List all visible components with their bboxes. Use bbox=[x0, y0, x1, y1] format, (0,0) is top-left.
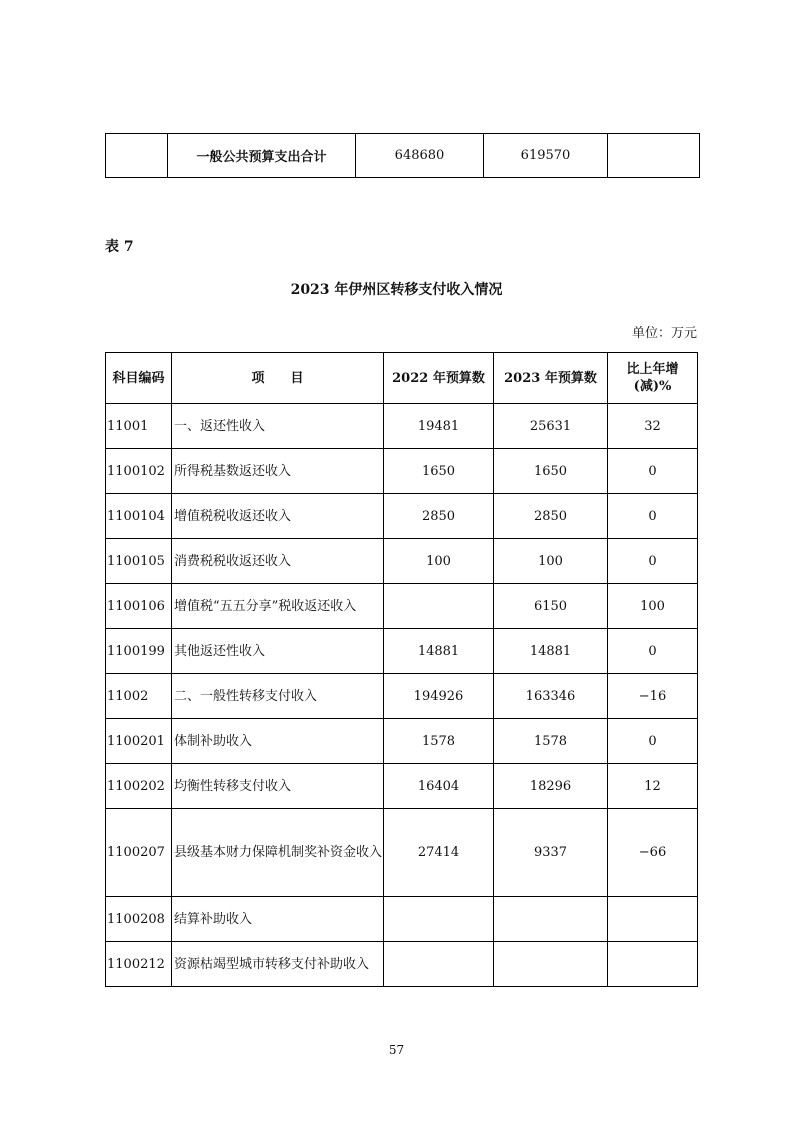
row-2022 bbox=[384, 584, 494, 629]
row-2022: 1650 bbox=[384, 449, 494, 494]
row-2023: 18296 bbox=[494, 764, 608, 809]
table-row bbox=[106, 764, 698, 809]
row-code: 1100208 bbox=[106, 897, 172, 942]
row-item: 其他返还性收入 bbox=[172, 629, 384, 674]
row-item: 增值税“五五分享”税收返还收入 bbox=[172, 584, 384, 629]
row-item: 结算补助收入 bbox=[172, 897, 384, 942]
table-row bbox=[106, 674, 698, 719]
row-2022: 2850 bbox=[384, 494, 494, 539]
row-change bbox=[608, 942, 698, 987]
header-change: 比上年增(减)% bbox=[608, 353, 698, 404]
row-change: −66 bbox=[608, 809, 698, 897]
row-code: 1100105 bbox=[106, 539, 172, 584]
table-row bbox=[106, 629, 698, 674]
row-item: 二、一般性转移支付收入 bbox=[172, 674, 384, 719]
row-2023: 2850 bbox=[494, 494, 608, 539]
row-2022 bbox=[384, 897, 494, 942]
unit-label: 单位：万元 bbox=[631, 326, 697, 341]
row-2022 bbox=[384, 942, 494, 987]
table-row bbox=[106, 897, 698, 942]
row-item: 一、返还性收入 bbox=[172, 404, 384, 449]
summary-table bbox=[105, 133, 700, 178]
table-label: 表 7 bbox=[105, 239, 134, 255]
row-code: 11001 bbox=[106, 404, 172, 449]
row-2022: 14881 bbox=[384, 629, 494, 674]
table-row bbox=[106, 719, 698, 764]
table-row bbox=[106, 942, 698, 987]
row-item: 体制补助收入 bbox=[172, 719, 384, 764]
row-2023: 6150 bbox=[494, 584, 608, 629]
row-2023 bbox=[494, 942, 608, 987]
row-change: 32 bbox=[608, 404, 698, 449]
row-2022: 194926 bbox=[384, 674, 494, 719]
summary-2023-value: 619570 bbox=[484, 134, 608, 178]
row-item: 增值税税收返还收入 bbox=[172, 494, 384, 539]
row-2022: 16404 bbox=[384, 764, 494, 809]
table-row bbox=[106, 494, 698, 539]
row-item: 资源枯竭型城市转移支付补助收入 bbox=[172, 942, 384, 987]
row-change: −16 bbox=[608, 674, 698, 719]
row-2023: 1578 bbox=[494, 719, 608, 764]
row-code: 1100212 bbox=[106, 942, 172, 987]
row-change bbox=[608, 897, 698, 942]
row-2023: 14881 bbox=[494, 629, 608, 674]
row-change: 12 bbox=[608, 764, 698, 809]
page-number: 57 bbox=[388, 1043, 405, 1057]
table-row bbox=[106, 809, 698, 897]
transfer-income-table bbox=[105, 352, 698, 987]
row-item: 所得税基数返还收入 bbox=[172, 449, 384, 494]
row-code: 1100106 bbox=[106, 584, 172, 629]
row-2023 bbox=[494, 897, 608, 942]
row-change: 0 bbox=[608, 719, 698, 764]
row-2022: 100 bbox=[384, 539, 494, 584]
summary-label: 一般公共预算支出合计 bbox=[168, 134, 356, 178]
row-2022: 19481 bbox=[384, 404, 494, 449]
row-2023: 9337 bbox=[494, 809, 608, 897]
header-item: 项 目 bbox=[172, 353, 384, 404]
row-2022: 1578 bbox=[384, 719, 494, 764]
row-code: 1100201 bbox=[106, 719, 172, 764]
header-row bbox=[106, 353, 698, 404]
row-item: 县级基本财力保障机制奖补资金收入 bbox=[172, 809, 384, 897]
row-change: 0 bbox=[608, 449, 698, 494]
row-2023: 100 bbox=[494, 539, 608, 584]
table-row bbox=[106, 539, 698, 584]
summary-2022-value: 648680 bbox=[356, 134, 484, 178]
row-change: 0 bbox=[608, 494, 698, 539]
row-code: 1100102 bbox=[106, 449, 172, 494]
table-title: 2023 年伊州区转移支付收入情况 bbox=[290, 282, 503, 298]
row-change: 100 bbox=[608, 584, 698, 629]
row-change: 0 bbox=[608, 539, 698, 584]
row-code: 1100207 bbox=[106, 809, 172, 897]
table-row bbox=[106, 404, 698, 449]
table-row bbox=[106, 584, 698, 629]
row-change: 0 bbox=[608, 629, 698, 674]
row-2022: 27414 bbox=[384, 809, 494, 897]
row-2023: 25631 bbox=[494, 404, 608, 449]
row-code: 1100202 bbox=[106, 764, 172, 809]
row-code: 1100199 bbox=[106, 629, 172, 674]
header-2023: 2023 年预算数 bbox=[494, 353, 608, 404]
summary-change-cell bbox=[608, 134, 700, 178]
header-2022: 2022 年预算数 bbox=[384, 353, 494, 404]
summary-blank-cell bbox=[106, 134, 168, 178]
row-2023: 1650 bbox=[494, 449, 608, 494]
row-code: 1100104 bbox=[106, 494, 172, 539]
row-2023: 163346 bbox=[494, 674, 608, 719]
row-code: 11002 bbox=[106, 674, 172, 719]
row-item: 消费税税收返还收入 bbox=[172, 539, 384, 584]
row-item: 均衡性转移支付收入 bbox=[172, 764, 384, 809]
summary-row bbox=[106, 134, 700, 178]
header-code: 科目编码 bbox=[106, 353, 172, 404]
table-row bbox=[106, 449, 698, 494]
